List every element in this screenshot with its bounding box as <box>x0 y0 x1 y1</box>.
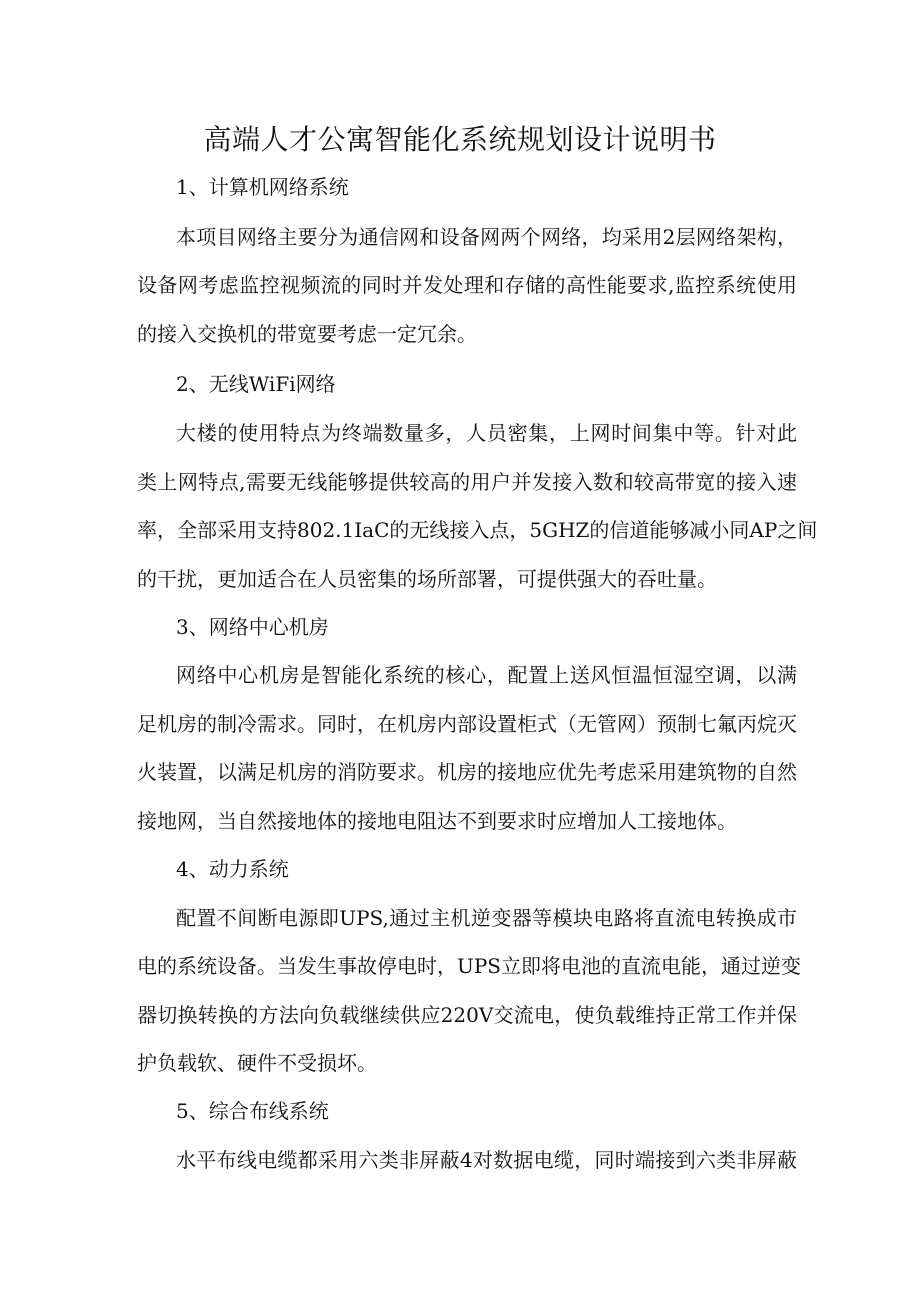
paragraph-line: 护负载软、硬件不受损坏。 <box>137 1051 377 1075</box>
section-heading-wireless-wifi: 2、无线WiFi网络 <box>176 372 336 396</box>
document-title: 高端人才公寓智能化系统规划设计说明书 <box>203 123 717 156</box>
paragraph-line: 电的系统设备。当发生事故停电时，UPS立即将电池的直流电能，通过逆变 <box>137 954 802 978</box>
paragraph-line: 大楼的使用特点为终端数量多，人员密集，上网时间集中等。针对此 <box>176 421 797 445</box>
paragraph-line: 器切换转换的方法向负载继续供应220V交流电，使负载维持正常工作并保 <box>137 1003 797 1027</box>
paragraph-line: 足机房的制冷需求。同时，在机房内部设置柜式（无管网）预制七氟丙烷灭 <box>137 712 797 736</box>
section-heading-network-center: 3、网络中心机房 <box>176 615 329 639</box>
paragraph-line: 本项目网络主要分为通信网和设备网两个网络，均采用2层网络架构， <box>176 225 797 249</box>
paragraph-line: 设备网考虑监控视频流的同时并发处理和存储的高性能要求,监控系统使用 <box>137 273 797 297</box>
paragraph-line: 配置不间断电源即UPS,通过主机逆变器等模块电路将直流电转换成市 <box>176 906 797 930</box>
paragraph-line: 接地网，当自然接地体的接地电阻达不到要求时应增加人工接地体。 <box>137 809 737 833</box>
paragraph-line: 的干扰，更加适合在人员密集的场所部署，可提供强大的吞吐量。 <box>137 567 717 591</box>
paragraph-line: 水平布线电缆都采用六类非屏蔽4对数据电缆，同时端接到六类非屏蔽 <box>176 1148 797 1172</box>
section-heading-cabling-system: 5、综合布线系统 <box>176 1099 329 1123</box>
paragraph-line: 网络中心机房是智能化系统的核心，配置上送风恒温恒湿空调，以满 <box>176 663 797 687</box>
paragraph-line: 类上网特点,需要无线能够提供较高的用户并发接入数和较高带宽的接入速 <box>137 470 797 494</box>
paragraph-line: 的接入交换机的带宽要考虑一定冗余。 <box>137 322 477 346</box>
paragraph-line: 火装置，以满足机房的消防要求。机房的接地应优先考虑采用建筑物的自然 <box>137 760 797 784</box>
paragraph-line: 率，全部采用支持802.1IaC的无线接入点，5GHZ的信道能够减小同AP之间 <box>137 518 818 542</box>
section-heading-computer-network: 1、计算机网络系统 <box>176 175 349 199</box>
section-heading-power-system: 4、动力系统 <box>176 857 289 881</box>
